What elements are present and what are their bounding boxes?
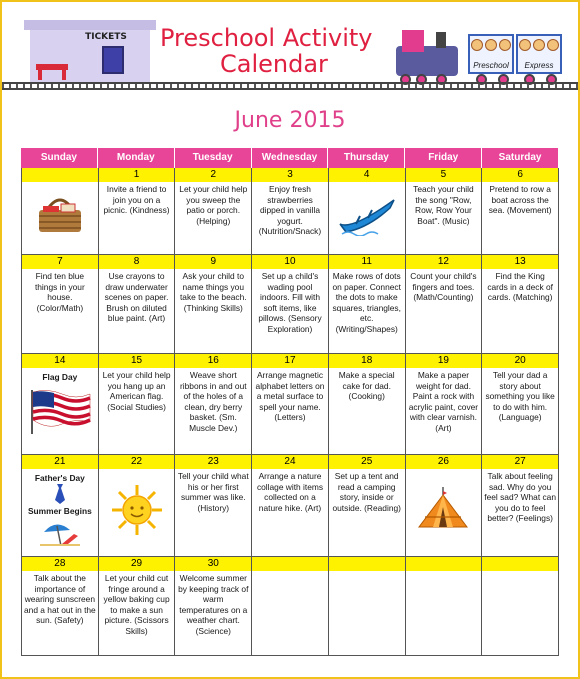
day-cell xyxy=(482,455,559,557)
day-cell xyxy=(252,168,329,255)
activity-text: Set up a tent and read a camping story, inside or outside. (Reading) xyxy=(332,471,401,513)
date-number: 27 xyxy=(482,455,558,469)
day-cell xyxy=(99,557,176,656)
date-number: 20 xyxy=(482,354,558,368)
date-number xyxy=(329,557,405,571)
date-number: 23 xyxy=(175,455,251,469)
train-car-express xyxy=(516,34,562,74)
day-cell xyxy=(482,557,559,656)
calendar-grid xyxy=(21,148,559,656)
date-number: 1 xyxy=(99,168,175,182)
date-number: 19 xyxy=(406,354,482,368)
month-title: June 2015 xyxy=(234,108,346,133)
date-number: 6 xyxy=(482,168,558,182)
activity-text: Weave short ribbons in and out of the holes of a clean, dry berry basket. (Sm. Muscle Dev.) xyxy=(179,370,247,433)
ticket-window xyxy=(102,46,124,74)
ticket-station-illustration xyxy=(24,20,156,84)
activity-text: Use crayons to draw underwater scenes on paper. Brush on diluted blue paint. (Art) xyxy=(104,271,169,323)
smokestack xyxy=(436,32,446,48)
weekday-sunday: Sunday xyxy=(21,148,98,168)
station-roof xyxy=(24,20,156,30)
activity-text: Talk about the importance of wearing sunscreen and a hat out in the sun. (Safety) xyxy=(24,573,96,625)
day-cell xyxy=(22,168,99,255)
activity-text: Count your child's fingers and toes. (Math/Counting) xyxy=(410,271,477,302)
activity-text: Pretend to row a boat across the sea. (Movement) xyxy=(488,184,552,215)
tickets-sign: TICKETS xyxy=(85,32,127,42)
activity-text: Make a paper weight for dad. Paint a rock with acrylic paint, cover with clear varnish. (Art) xyxy=(408,370,479,433)
date-number: 15 xyxy=(99,354,175,368)
date-number: 24 xyxy=(252,455,328,469)
date-number: 7 xyxy=(22,255,98,269)
activity-text: Talk about feeling sad. Why do you feel sad? What can you do to feel better? (Feelings) xyxy=(484,471,556,523)
day-cell xyxy=(22,455,99,557)
day-cell xyxy=(22,354,99,455)
day-cell xyxy=(406,557,483,656)
day-cell xyxy=(99,168,176,255)
date-number: 22 xyxy=(99,455,175,469)
date-number: 3 xyxy=(252,168,328,182)
day-cell xyxy=(406,455,483,557)
day-cell xyxy=(329,455,406,557)
date-number: 5 xyxy=(406,168,482,182)
activity-text: Teach your child the song "Row, Row, Row Your Boat". (Music) xyxy=(413,184,474,226)
day-cell xyxy=(329,168,406,255)
day-cell xyxy=(175,455,252,557)
week-row xyxy=(21,354,559,455)
activity-text: Ask your child to name things you take to the beach. (Thinking Skills) xyxy=(179,271,247,313)
day-cell xyxy=(252,557,329,656)
railroad-track xyxy=(2,82,578,90)
day-cell xyxy=(252,255,329,354)
date-number xyxy=(482,557,558,571)
day-cell xyxy=(406,168,483,255)
child-face-icon xyxy=(499,39,511,51)
activity-text: Tell your child what his or her first summer was like. (History) xyxy=(177,471,249,513)
title-line-1: Preschool Activity xyxy=(160,24,373,52)
date-number: 13 xyxy=(482,255,558,269)
date-number: 10 xyxy=(252,255,328,269)
weekday-thursday: Thursday xyxy=(328,148,405,168)
weekday-saturday: Saturday xyxy=(482,148,559,168)
picnic-basket-icon xyxy=(35,190,85,236)
date-number: 12 xyxy=(406,255,482,269)
activity-text: Arrange a nature collage with items collected on a nature hike. (Art) xyxy=(256,471,324,513)
activity-text: Invite a friend to join you on a picnic. (Kindness) xyxy=(103,184,170,215)
day-cell xyxy=(406,255,483,354)
day-cell xyxy=(252,354,329,455)
day-cell xyxy=(175,354,252,455)
engine-cab xyxy=(402,30,424,52)
activity-text: Make rows of dots on paper. Connect the dots to make squares, triangles, etc. (Writing/Shapes) xyxy=(332,271,401,334)
necktie-icon xyxy=(53,484,67,504)
date-number: 4 xyxy=(329,168,405,182)
date-number: 29 xyxy=(99,557,175,571)
weekday-header-row xyxy=(21,148,559,168)
day-cell xyxy=(329,557,406,656)
weekday-friday: Friday xyxy=(405,148,482,168)
activity-text: Set up a child's wading pool indoors. Fill with soft items, like pillows. (Sensory Exploration) xyxy=(258,271,322,334)
date-number: 28 xyxy=(22,557,98,571)
rowboat-icon xyxy=(338,190,396,236)
bench-leg xyxy=(62,70,66,80)
activity-text: Find the King cards in a deck of cards. (Matching) xyxy=(487,271,553,302)
activity-text: Find ten blue things in your house. (Color/Math) xyxy=(34,271,85,313)
activity-text: Let your child help you sweep the patio or porch. (Helping) xyxy=(179,184,248,226)
child-face-icon xyxy=(533,39,545,51)
title-line-2: Calendar xyxy=(220,50,328,78)
week-row xyxy=(21,255,559,354)
date-number: 8 xyxy=(99,255,175,269)
date-number xyxy=(406,557,482,571)
train-illustration xyxy=(396,24,566,84)
day-cell xyxy=(329,255,406,354)
week-row xyxy=(21,557,559,656)
week-row xyxy=(21,168,559,255)
date-number: 25 xyxy=(329,455,405,469)
weekday-wednesday: Wednesday xyxy=(252,148,329,168)
date-number: 17 xyxy=(252,354,328,368)
child-face-icon xyxy=(547,39,559,51)
day-cell xyxy=(99,455,176,557)
day-cell xyxy=(329,354,406,455)
child-face-icon xyxy=(485,39,497,51)
activity-text: Arrange magnetic alphabet letters on a metal surface to spell your name. (Letters) xyxy=(255,370,325,422)
day-cell xyxy=(175,255,252,354)
train-car-preschool xyxy=(468,34,514,74)
activity-text: Welcome summer by keeping track of warm temperatures on a weather chart. (Science) xyxy=(178,573,249,636)
activity-text: Make a special cake for dad. (Cooking) xyxy=(338,370,395,401)
day-cell xyxy=(482,354,559,455)
day-cell xyxy=(406,354,483,455)
date-number: 16 xyxy=(175,354,251,368)
day-cell xyxy=(252,455,329,557)
weekday-monday: Monday xyxy=(98,148,175,168)
week-row xyxy=(21,455,559,557)
holiday-label: Flag Day xyxy=(42,372,78,382)
tent-icon xyxy=(417,487,469,531)
day-cell xyxy=(175,168,252,255)
holiday-label: Father's Day xyxy=(34,473,85,483)
car-label: Express xyxy=(524,61,554,70)
day-cell xyxy=(99,255,176,354)
activity-text: Tell your dad a story about something you like to do with him. (Language) xyxy=(485,370,555,422)
date-number: 26 xyxy=(406,455,482,469)
activity-text: Enjoy fresh strawberries dipped in vanilla yogurt. (Nutrition/Snack) xyxy=(258,184,322,236)
date-number: 2 xyxy=(175,168,251,182)
date-number: 21 xyxy=(22,455,98,469)
day-cell xyxy=(99,354,176,455)
day-cell xyxy=(175,557,252,656)
day-cell xyxy=(482,168,559,255)
bench-leg xyxy=(38,70,42,80)
date-number: 18 xyxy=(329,354,405,368)
date-number: 30 xyxy=(175,557,251,571)
child-face-icon xyxy=(471,39,483,51)
activity-text: Let your child help you hang up an American flag. (Social Studies) xyxy=(102,370,171,412)
activity-text: Let your child cut fringe around a yellow baking cup to make a sun picture. (Scissors Skills) xyxy=(103,573,170,636)
date-number: 9 xyxy=(175,255,251,269)
date-number: 11 xyxy=(329,255,405,269)
day-cell xyxy=(482,255,559,354)
car-label: Preschool xyxy=(473,61,509,70)
sun-icon xyxy=(110,483,164,537)
american-flag-icon xyxy=(28,388,92,434)
date-number xyxy=(22,168,98,182)
day-cell xyxy=(22,557,99,656)
date-number: 14 xyxy=(22,354,98,368)
holiday-label: Summer Begins xyxy=(27,506,92,516)
date-number xyxy=(252,557,328,571)
child-face-icon xyxy=(519,39,531,51)
day-cell xyxy=(22,255,99,354)
weekday-tuesday: Tuesday xyxy=(175,148,252,168)
beach-chair-umbrella-icon xyxy=(40,520,80,546)
